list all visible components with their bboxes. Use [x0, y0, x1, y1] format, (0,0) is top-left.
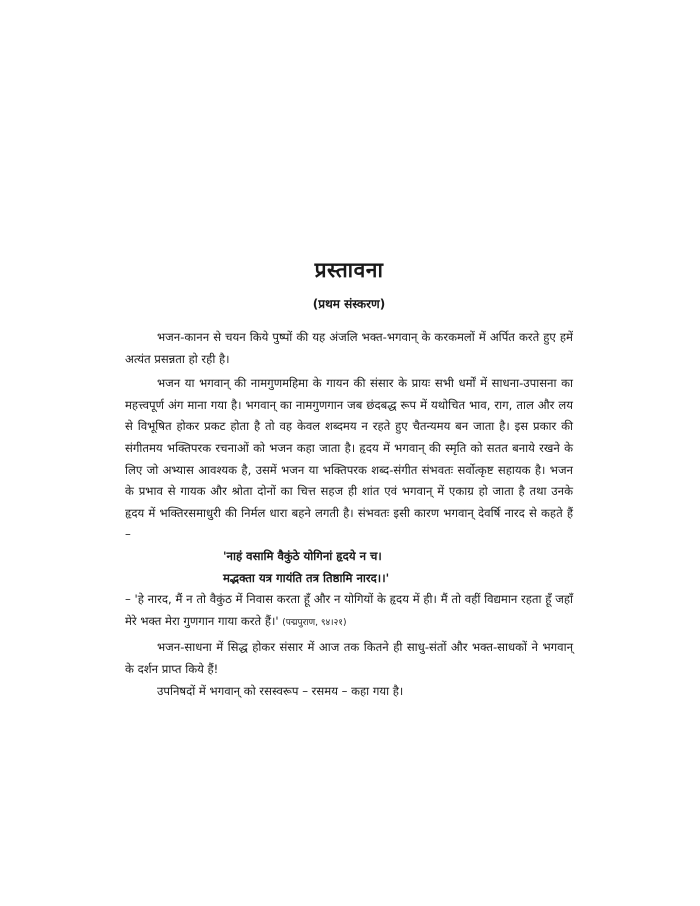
page-title: प्रस्तावना [314, 258, 384, 282]
paragraph-5: उपनिषदों में भगवान् को रसस्वरूप – रसमय – कहा गया है। [157, 683, 404, 698]
preface-page [125, 255, 573, 702]
verse-line-1: 'नाहं वसामि वैकुंठे योगिनां हृदये न च। [223, 548, 382, 563]
translation-text: – 'हे नारद, मैं न तो वैकुंठ में निवास करता हूँ और न योगियों के हृदय में ही। मैं तो वहीं विद्यमान रहता हूँ जहाँ मेरे भक्त मेरा गुणगान गाया करते हैं।' [125, 592, 573, 628]
citation: (पद्मपुराण, ९४।२१) [282, 617, 347, 628]
edition-subtitle: (प्रथम संस्करण) [312, 297, 386, 311]
verse-line-2: मद्भक्ता यत्र गायंति तत्र तिष्ठामि नारद।।' [223, 570, 390, 585]
paragraph-1: भजन-कानन से चयन किये पुष्पों की यह अंजलि भक्त-भगवान् के करकमलों में अर्पित करते हुए हमें अत्यंत प्रसन्नता हो रही है। [125, 330, 573, 366]
paragraph-2: भजन या भगवान् की नामगुणमहिमा के गायन की संसार के प्रायः सभी धर्मों में साधना-उपासना का महत्त्वपूर्ण अंग माना गया है। भगवान् का नामगुणगान जब छंदबद्ध रूप में यथोचित भाव, राग, ताल और लय से विभूषित होकर प्रकट होता है तो वह केवल शब्दमय न रहते हुए चैतन्यमय बन जाता है। इस प्रकार की संगीतमय भक्तिपरक रचनाओं को भजन कहा जाता है। हृदय में भगवान् की स्मृति को सतत बनाये रखने के लिए जो अभ्यास आवश्यक है, उसमें भजन या भक्तिपरक शब्द-संगीत संभवतः सर्वोत्कृष्ट सहायक है। भजन के प्रभाव से गायक और श्रोता दोनों का चित्त सहज ही शांत एवं भगवान् में एकाग्र हो जाता है तथा उनके हृदय में भक्तिरसमाधुरी की निर्मल धारा बहने लगती है। संभवतः इसी कारण भगवान् देवर्षि नारद से कहते हैं – [125, 376, 573, 542]
paragraph-translation [125, 589, 573, 634]
paragraph-4: भजन-साधना में सिद्ध होकर संसार में आज तक कितने ही साधु-संतों और भक्त-साधकों ने भगवान् के दर्शन प्राप्त किये हैं! [125, 640, 573, 676]
